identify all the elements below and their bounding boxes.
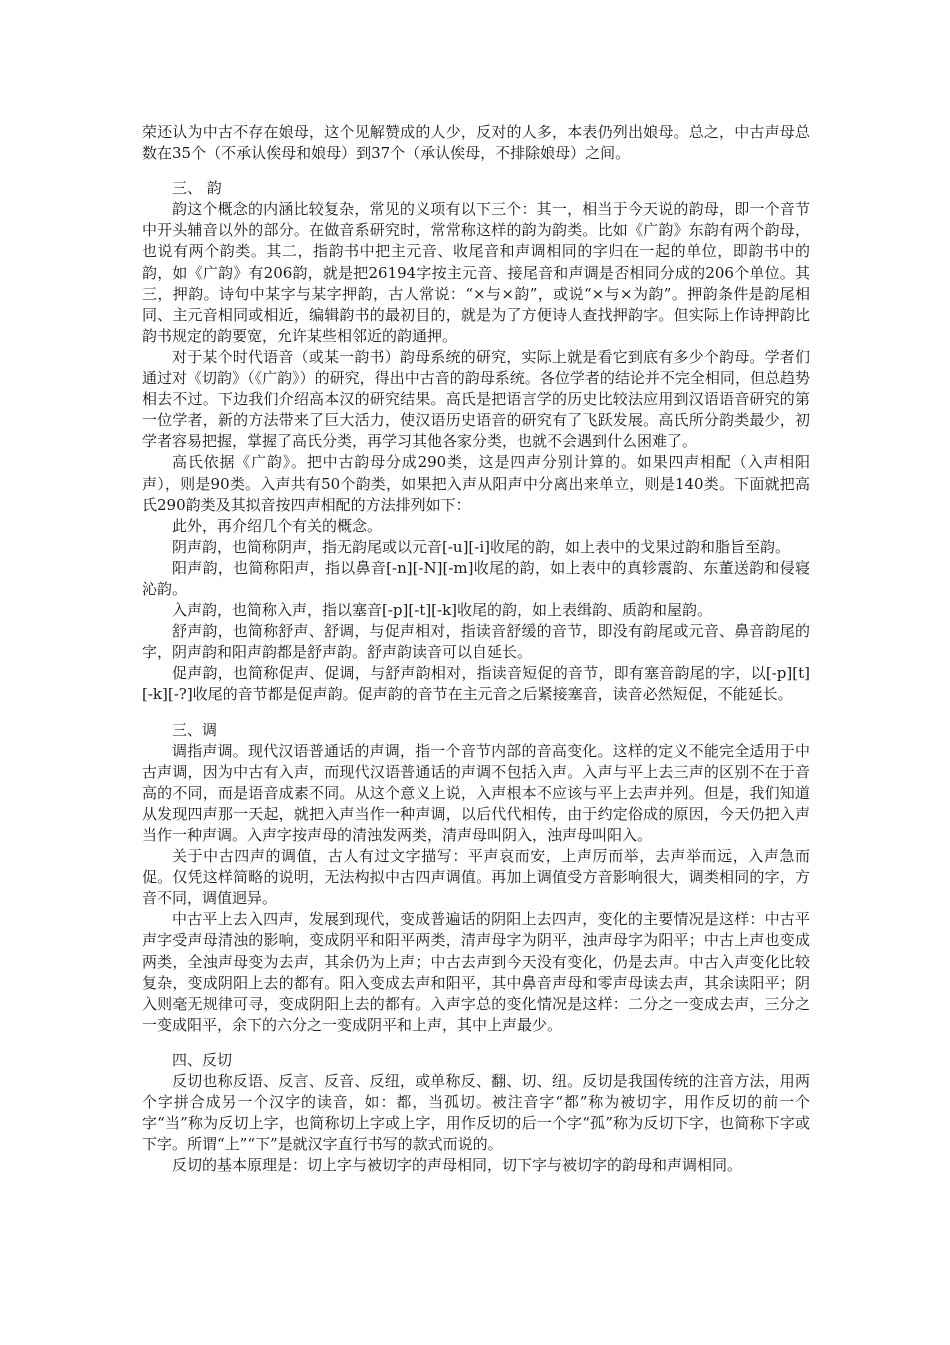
fanqie-paragraph-2: 反切的基本原理是：切上字与被切字的声母相同，切下字与被切字的韵母和声调相同。: [172, 1156, 743, 1175]
yun-paragraph-9: 促声韵，也简称促声、促调，与舒声韵相对，指读音短促的音节，即有塞音韵尾的字，以[-p][t][-k][-?]收尾的音节都是促声韵。促声韵的音节在主元音之后紧接塞音，读音必然短促，不能延长。: [142, 664, 810, 704]
diao-paragraph-1: 调指声调。现代汉语普通话的声调，指一个音节内部的音高变化。这样的定义不能完全适用于中古声调，因为中古有入声，而现代汉语普通话的声调不包括入声。入声与平上去三声的区别不在于音高的不同，而是语音成素不同。从这个意义上说，入声根本不应该与平上去声并列。但是，我们知道从发现四声那一天起，就把入声当作一种声调，以后代代相传，由于约定俗成的原因，今天仍把入声当作一种声调。入声字按声母的清浊发两类，清声母叫阴入，浊声母叫阳入。: [142, 741, 810, 844]
fanqie-paragraph-1: 反切也称反语、反言、反音、反纽，或单称反、翻、切、纽。反切是我国传统的注音方法，用两个字拼合成另一个汉字的读音，如：都，当孤切。被注音字“都”称为被切字，用作反切的前一个字“当”称为反切上字，也简称切上字或上字，用作反切的后一个字“孤”称为反切下字，也简称下字或下字。所谓“上”“下”是就汉字直行书写的款式而说的。: [142, 1072, 810, 1154]
diao-paragraph-3: 中古平上去入四声，发展到现代，变成普遍话的阴阳上去四声，变化的主要情况是这样：中古平声字受声母清浊的影响，变成阴平和阳平两类，清声母字为阴平，浊声母字为阳平；中古上声也变成两类，全浊声母变为去声，其余仍为上声；中古去声到今天没有变化，仍是去声。中古入声变化比较复杂，变成阴阳上去的都有。阳入变成去声和阳平，其中鼻音声母和零声母读去声，其余读阳平；阴入则毫无规律可寻，变成阴阳上去的都有。入声字总的变化情况是这样：二分之一变成去声，三分之一变成阳平，余下的六分之一变成阴平和上声，其中上声最少。: [142, 910, 810, 1034]
yun-paragraph-7: 入声韵，也简称入声，指以塞音[-p][-t][-k]收尾的韵，如上表缉韵、质韵和屋韵。: [172, 601, 713, 620]
section-heading-fanqie: 四、反切: [172, 1050, 233, 1069]
yun-paragraph-3: 高氏依据《广韵》。把中古韵母分成290类，这是四声分别计算的。如果四声相配（入声相阳声），则是90类。入声共有50个韵类，如果把入声从阳声中分离出来单立，则是140类。下面就把高氏290韵类及其拟音按四声相配的方法排列如下：: [142, 453, 810, 514]
yun-paragraph-8: 舒声韵，也简称舒声、舒调，与促声相对，指读音舒缓的音节，即没有韵尾或元音、鼻音韵尾的字，阴声韵和阳声韵都是舒声韵。舒声韵读音可以自延长。: [142, 622, 810, 662]
yun-paragraph-6: 阳声韵，也简称阳声，指以鼻音[-n][-N][-m]收尾的韵，如上表中的真轸震韵、东董送韵和侵寝沁韵。: [142, 558, 810, 598]
section-heading-diao: 三、调: [172, 720, 218, 739]
yun-paragraph-1: 韵这个概念的内涵比较复杂，常见的义项有以下三个：其一，相当于今天说的韵母，即一个音节中开头辅音以外的部分。在做音系研究时，常常称这样的韵为韵类。比如《广韵》东韵有两个韵母，也说有两个韵类。其二，指韵书中把主元音、收尾音和声调相同的字归在一起的单位，即韵书中的韵，如《广韵》有206韵，就是把26194字按主元音、接尾音和声调是否相同分成的206个单位。其三，押韵。诗句中某字与某字押韵，古人常说：“×与×韵”，或说“×与×为韵”。押韵条件是韵尾相同、主元音相同或相近，编辑韵书的最初目的，就是为了方便诗人查找押韵字。但实际上作诗押韵比韵书规定的韵要宽，允许某些相邻近的韵通押。: [142, 200, 810, 345]
yun-paragraph-4: 此外，再介绍几个有关的概念。: [172, 516, 383, 535]
intro-paragraph: 荣还认为中古不存在娘母，这个见解赞成的人少，反对的人多，本表仍列出娘母。总之，中古声母总数在35个（不承认俟母和娘母）到37个（承认俟母，不排除娘母）之间。: [142, 123, 810, 163]
diao-paragraph-2: 关于中古四声的调值，古人有过文字描写：平声哀而安，上声厉而举，去声举而远，入声急而促。仅凭这样简略的说明，无法构拟中古四声调值。再加上调值受方音影响很大，调类相同的字，方音不同，调值迥异。: [142, 847, 810, 908]
yun-paragraph-2: 对于某个时代语音（或某一韵书）韵母系统的研究，实际上就是看它到底有多少个韵母。学者们通过对《切韵》（《广韵》）的研究，得出中古音的韵母系统。各位学者的结论并不完全相同，但总趋势相去不过。下边我们介绍高本汉的研究结果。高氏是把语言学的历史比较法应用到汉语语音研究的第一位学者，新的方法带来了巨大活力，使汉语历史语音的研究有了飞跃发展。高氏所分韵类最少，初学者容易把握，掌握了高氏分类，再学习其他各家分类，也就不会遇到什么困难了。: [142, 347, 810, 451]
yun-paragraph-5: 阴声韵，也简称阴声，指无韵尾或以元音[-u][-i]收尾的韵，如上表中的戈果过韵和脂旨至韵。: [172, 537, 791, 556]
section-heading-yun: 三、 韵: [172, 179, 222, 198]
